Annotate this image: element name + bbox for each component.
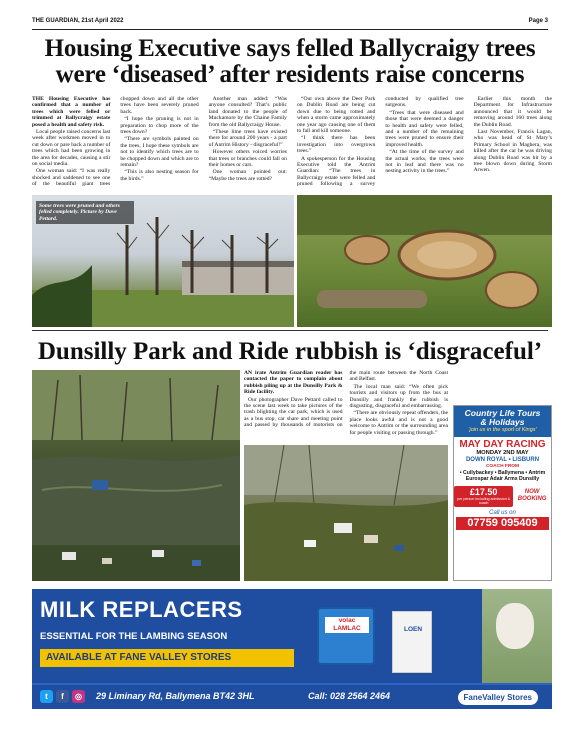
pond-illustration (32, 370, 240, 581)
ad-price-row (454, 486, 551, 507)
ad-venue-suffix: • LISBURN (508, 457, 540, 463)
rubbish-illustration (244, 445, 448, 581)
trees-photo-strip (32, 195, 552, 327)
paragraph: “These lime trees have existed there for around 200 years - a part of Antrim History - disgraceful!” (208, 129, 287, 148)
ad-venue (454, 457, 551, 464)
lamb-face (496, 603, 534, 649)
paragraph: “I think there has been investigation into overgrown trees.” (296, 135, 376, 155)
milk-bag-image (392, 611, 432, 673)
article-trees-body (32, 96, 552, 194)
lamb-image (482, 589, 552, 683)
ad-title-line2: & Holidays (480, 417, 525, 427)
ad-header (454, 406, 551, 437)
facebook-icon: f (56, 690, 69, 703)
ad-price-badge (454, 486, 513, 507)
ad-venue-name: DOWN ROYAL (465, 457, 507, 463)
ad-event: MAY DAY RACING (459, 439, 546, 450)
paragraph: AN irate Antrim Guardian reader has contacted the paper to complain about rubbish piling up at the Dunsilly Park & Ride facility. (244, 370, 343, 396)
paragraph: “I hope the pruning is not in preparation to chop more of the trees down? (120, 116, 199, 136)
country-life-tours-ad (453, 405, 552, 581)
paragraph: “At the time of the survey and the actual works, the trees were not in leaf and there was no nesting activity in the trees.” (385, 149, 464, 175)
logs-illustration (297, 195, 552, 327)
paragraph: However others voiced worries that trees or branches could fall on their homes or cars. (208, 149, 287, 169)
fane-valley-ad (32, 589, 552, 709)
page-number: Page 3 (528, 18, 548, 24)
ad-price: £17.50 (469, 486, 498, 497)
paragraph: Last November, Francis Lagan, who was head of St Mary’s Primary School in Maghera, was killed after the car he was driving along Dublin Road was hit by a tree blown down during Storm Arwen. (473, 129, 552, 174)
paragraph: “There are obviously repeat offenders, the place looks awful and is not a good welcome to Antrim or the surrounding area for people visiting or passing through.” (349, 410, 448, 436)
milk-ad-address: 29 Liminary Rd, Ballymena BT42 3HL (96, 691, 255, 701)
twitter-icon: t (40, 690, 53, 703)
headline-rubbish: Dunsilly Park and Ride rubbish is ‘disgraceful’ (37, 338, 543, 365)
ad-call-us: Call us on (489, 509, 516, 516)
lamlac-label: volac LAMLAC (325, 617, 369, 633)
article-rubbish-body (244, 370, 448, 444)
dunsilly-pond-photo (32, 370, 240, 581)
paragraph: Earlier this month the Department for Infrastructure announced that it would be removing around 160 trees along the Dublin Road. (473, 96, 552, 128)
ad-tagline: ‘join us in the sport of Kings’ (468, 427, 537, 433)
paragraph: “This is also nesting season for the birds.” (120, 169, 199, 182)
milk-ad-availability: AVAILABLE AT FANE VALLEY STORES (40, 649, 294, 667)
ad-stops-line1: • Cullybackey • Ballymena • Antrim (459, 470, 546, 476)
paragraph: One woman said: “I was really shocked and saddened to see one of the beautiful giant trees chopped down and all the other trees have been severely pruned back. (32, 96, 199, 188)
ad-price-note: per person including admission & coach (457, 496, 511, 505)
trees-photo-caption: Some trees were pruned and others felled completely. Picture by Dave Pettard. (36, 201, 134, 224)
milk-ad-title: MILK REPLACERS (40, 597, 243, 622)
headline-trees: Housing Executive says felled Ballycraigy trees were ‘diseased’ after residents raise concerns (44, 35, 536, 88)
paragraph: THE Housing Executive has confirmed that a number of trees which were felled or trimmed at Ballycraigy estate posed a health and safety risk. (32, 96, 111, 128)
paragraph: The local man said: “We often pick tourists and visitors up from the bus at Dunsilly and frankly the rubbish is disgusting, disgraceful and embarrassing. (349, 383, 448, 410)
paragraph: “Our own above the Deer Park on Dublin Road are being cut down due to being rotted and when a storm came approximately one year ago causing one of them to fall and kill someone. (296, 96, 376, 135)
bag-label: LOEN (403, 626, 423, 633)
paragraph: Our photographer Dave Pettard called to the scene last week to take pictures of the trash blighting the car park, which is used as a bus stop, car share and meeting point and passed by thousands of motorists on the main route between the North Coast and Belfast. (244, 370, 448, 429)
instagram-icon: ◎ (72, 690, 85, 703)
ad-date: MONDAY 2ND MAY (476, 450, 529, 456)
paragraph: “Trees that were diseased and those that were deemed a danger to health and safety were felled, and a number of the remaining trees were pruned to ensure their improved health. (385, 109, 464, 148)
paragraph: Another man added: “Was anyone consulted? That’s public land donated to the people of Muckamore by the Chaine Family from the old Ballycraigy House. (208, 96, 287, 128)
ad-phone: 07759 095409 (456, 517, 549, 530)
trees-photo (32, 195, 294, 327)
ad-stops-line2: Eurospar Adair Arms Dunsilly (465, 476, 540, 483)
masthead (32, 18, 548, 30)
lamlac-bucket-image (317, 607, 375, 665)
ad-coach: COACH FROM (485, 464, 520, 469)
milk-ad-subtitle: ESSENTIAL FOR THE LAMBING SEASON (40, 631, 228, 642)
ad-title-line1: Country Life Tours (464, 408, 541, 418)
masthead-date: THE GUARDIAN, 21st April 2022 (32, 18, 124, 24)
ad-now-booking: NOW BOOKING (517, 489, 547, 503)
paragraph: “There are symbols painted on the trees, I hope these symbols are not to identify which trees are to be chopped down and which are to remain? (120, 136, 199, 169)
paragraph: Local people raised concerns last week after workmen moved in to cut down or pare back a number of trees which had been growing in the area for decades, causing a stir on social media. (32, 129, 111, 168)
felled-logs-photo (297, 195, 552, 327)
paragraph: One woman pointed out: “Maybe the trees are rotted? (208, 169, 287, 182)
milk-ad-phone: Call: 028 2564 2464 (308, 691, 391, 701)
social-icons (40, 690, 85, 703)
paragraph: A spokesperson for the Housing Executive told the Antrim Guardian: “The trees in Ballycraigy estate were felled and pruned following a survey conducted by qualified tree surgeons. (296, 96, 464, 188)
fane-valley-logo: FaneValley Stores (458, 690, 538, 705)
dunsilly-rubbish-photo (244, 445, 448, 581)
section-divider (32, 330, 548, 331)
